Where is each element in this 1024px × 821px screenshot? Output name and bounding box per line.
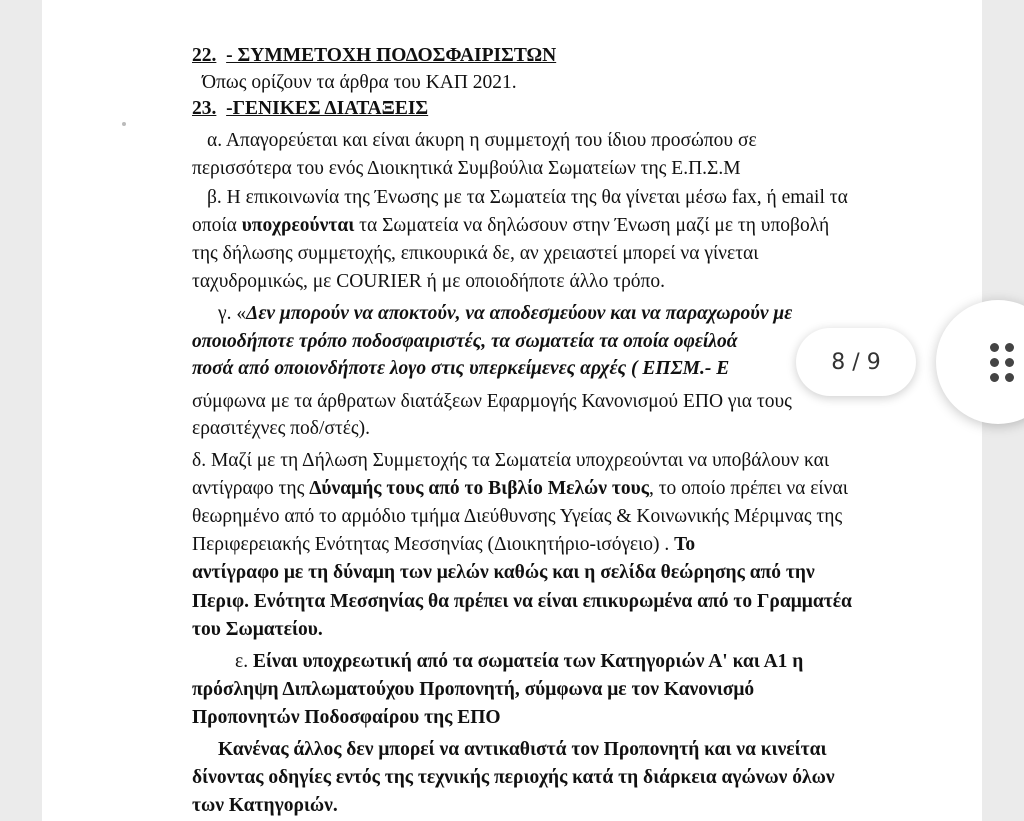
text-segment: δίνοντας οδηγίες εντός της τεχνικής περιοχής κατά τη διάρκεια αγώνων όλων [192,767,835,788]
text-segment: του Σωματείου. [192,619,323,640]
text-segment: Το [674,534,696,555]
text-line [192,533,695,557]
text-segment: ά [726,331,738,352]
text-segment: α. Απαγορεύεται και είναι άκυρη η συμμετοχή του ίδιου προσώπου σε [207,130,757,151]
text-line [192,449,829,473]
text-segment: ερασιτέχνες ποδ/στές). [192,418,371,439]
text-line [192,97,428,121]
text-line [192,390,792,414]
text-line [192,794,338,818]
text-segment: υποχρεούνται [241,215,355,236]
scan-speck [122,122,126,126]
text-line [192,561,815,585]
text-segment: οποιοδήποτε τρόπο ποδοσφαιριστές, τα σωματεία τα οποία οφείλο [192,331,727,352]
text-line [192,330,738,354]
text-segment: δ. Μαζί με τη Δήλωση Συμμετοχής τα Σωματεία υποχρεούνται να υποβάλουν και [192,450,830,471]
page-counter-label: 8 / 9 [831,349,881,375]
text-line [192,214,829,238]
document-page [42,0,982,821]
text-line [192,44,556,68]
text-segment: πρόσληψη Διπλωματούχου Προπονητή, σύμφωνα με τον Κανονισμό [192,679,755,700]
text-segment: των Κατηγοριών. [192,795,338,816]
text-line [218,738,827,762]
text-line [192,477,848,501]
text-segment [216,98,226,119]
text-segment: Κανένας άλλος δεν μπορεί να αντικαθιστά τον Προπονητή και να κινείται [218,739,827,760]
text-segment: περισσότερα του ενός Διοικητικά Συμβούλια Σωματείων της Ε.Π.Σ.Μ [192,158,741,179]
text-line [192,417,370,441]
text-line [192,766,835,790]
text-segment: 22. [192,45,217,66]
text-line [192,678,754,702]
text-segment: Περιφερειακής Ενότητας Μεσσηνίας (Διοικητήριο-ισόγειο) . [192,534,675,555]
text-line [192,242,759,266]
text-segment: Δύναμής τους από το Βιβλίο Μελών τους [309,478,649,499]
text-line [192,157,741,181]
text-line [218,302,792,326]
text-line [235,650,803,674]
text-segment: β. Η επικοινωνία της Ένωσης με τα Σωματεία της θα γίνεται μέσω fax, ή email τα [207,187,848,208]
text-segment: γ. « [218,303,247,324]
text-segment: σύμφωνα με τα άρθρατων διατάξεων Εφαρμογής Κανονισμού ΕΠΟ για τους [192,391,792,412]
text-segment: Προπονητών Ποδοσφαίρου της ΕΠΟ [192,707,501,728]
text-segment [216,45,226,66]
text-line [192,618,323,642]
text-segment: -ΓΕΝΙΚΕΣ ΔΙΑΤΑΞΕΙΣ [226,98,429,119]
text-segment: , το οποίο πρέπει να είναι [648,478,848,499]
text-segment: αντίγραφο της [192,478,310,499]
text-line [192,357,729,381]
text-segment: οποία [192,215,242,236]
text-segment: τα Σωματεία να δηλώσουν στην Ένωση μαζί με τη υποβολή [354,215,830,236]
text-segment: θεωρημένο από το αρμόδιο τμήμα Διεύθυνσης Υγείας & Κοινωνικής Μέριμνας της [192,506,843,527]
text-segment: Είναι υποχρεωτική από τα σωματεία των Κατηγοριών Α' και Α1 η [252,651,804,672]
text-line [192,706,501,730]
text-line [202,71,517,95]
text-line [192,505,842,529]
text-segment: Δεν μπορούν να αποκτούν, να αποδεσμεύουν και να παραχωρούν με [246,303,793,324]
grid-dots-icon[interactable] [990,343,1024,383]
page-counter [796,328,916,396]
text-line [192,590,852,614]
text-segment: ε. [235,651,253,672]
text-line [192,270,665,294]
text-segment: της δήλωσης συμμετοχής, επικουρικά δε, αν χρειαστεί μπορεί να γίνεται [192,243,759,264]
text-segment: αντίγραφο με τη δύναμη των μελών καθώς και η σελίδα θεώρησης από την [192,562,815,583]
text-segment: ταχυδρομικώς, με COURIER ή με οποιοδήποτε άλλο τρόπο. [192,271,666,292]
text-segment: Περιφ. Ενότητα Μεσσηνίας θα πρέπει να είναι επικυρωμένα από το Γραμματέα [192,591,852,612]
text-segment: ποσά από οποιονδήποτε λογο στις υπερκείμενες αρχές ( ΕΠΣΜ.- Ε [192,358,730,379]
text-line [207,129,757,153]
text-line [207,186,848,210]
text-segment: - ΣΥΜΜΕΤΟΧΗ ΠΟΔΟΣΦΑΙΡΙΣΤΩΝ [226,45,557,66]
text-segment: 23. [192,98,217,119]
text-segment: Όπως ορίζουν τα άρθρα του ΚΑΠ 2021. [202,72,517,93]
